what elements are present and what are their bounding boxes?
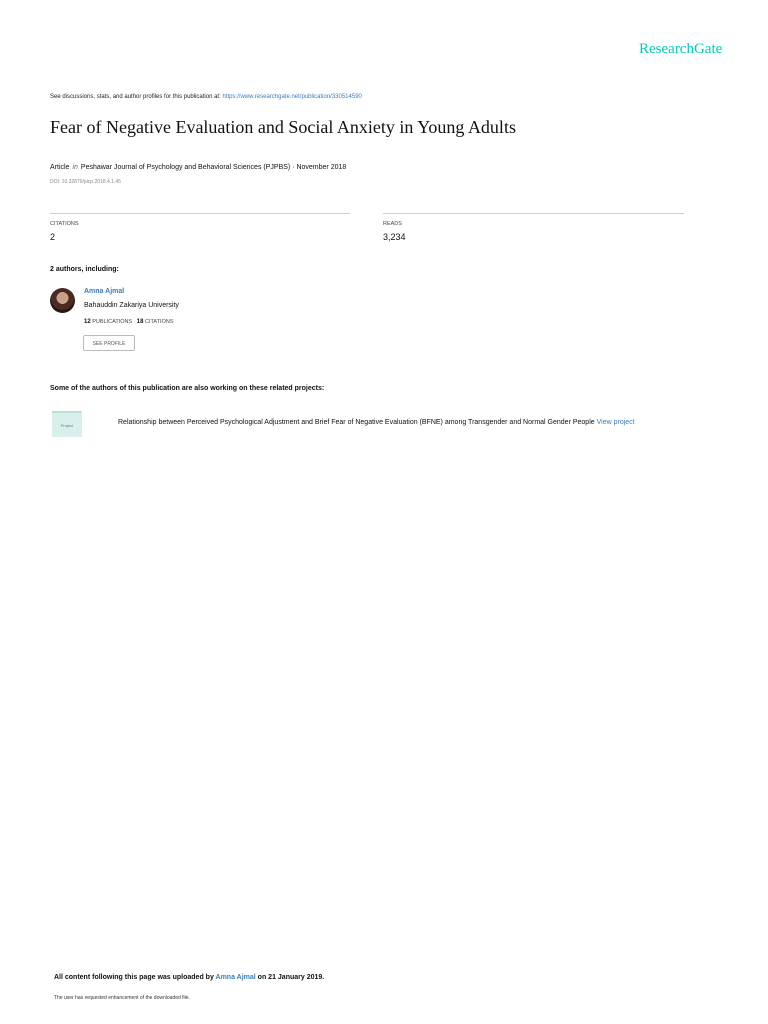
- enhancement-note: The user has requested enhancement of the downloaded file.: [54, 995, 190, 1001]
- in-word: in: [72, 164, 78, 171]
- citations-value: 2: [50, 232, 56, 242]
- uploader-link[interactable]: Amna Ajmal: [215, 974, 256, 981]
- project-icon-label: Project: [60, 423, 74, 428]
- note-prefix: See discussions, stats, and author profiles for this publication at:: [50, 94, 223, 100]
- reads-label: READS: [383, 221, 402, 227]
- reads-value: 3,234: [383, 232, 406, 242]
- upload-suffix: on 21 January 2019.: [255, 974, 325, 981]
- related-projects-heading: Some of the authors of this publication are also working on these related projects:: [50, 385, 325, 392]
- author-citations-label: CITATIONS: [144, 319, 174, 325]
- upload-prefix: All content following this page was uploaded by: [54, 974, 216, 981]
- publication-doi: DOI: 10.32879/picp.2018.4.1.45: [50, 179, 121, 185]
- see-profile-button[interactable]: SEE PROFILE: [83, 335, 135, 351]
- author-stats: [84, 319, 174, 325]
- project-title: Relationship between Perceived Psychological Adjustment and Brief Fear of Negative Evaluation (BFNE) among Transgender and Normal Gender People: [118, 419, 597, 426]
- author-citations-count: 18: [136, 319, 144, 325]
- journal-name: Peshawar Journal of Psychology and Behavioral Sciences (PJPBS) · November 2018: [80, 164, 347, 171]
- publication-title: Fear of Negative Evaluation and Social Anxiety in Young Adults: [50, 117, 516, 137]
- upload-note: [54, 974, 324, 981]
- publication-type: Article: [50, 164, 70, 171]
- citations-label: CITATIONS: [50, 221, 79, 227]
- publication-meta: [50, 164, 346, 171]
- researchgate-logo[interactable]: ResearchGate: [639, 41, 723, 57]
- publication-url-note: [50, 94, 362, 100]
- citations-divider: [50, 213, 350, 214]
- author-avatar[interactable]: [50, 288, 75, 313]
- author-affiliation: Bahauddin Zakariya University: [84, 302, 179, 309]
- author-publications-count: 12: [84, 319, 91, 325]
- reads-divider: [383, 213, 684, 214]
- related-project-item: [118, 419, 635, 426]
- view-project-link[interactable]: View project: [596, 419, 635, 426]
- project-folder-icon[interactable]: [52, 411, 82, 437]
- author-name-link[interactable]: Amna Ajmal: [84, 288, 125, 295]
- authors-heading: 2 authors, including:: [50, 266, 119, 273]
- author-publications-label: PUBLICATIONS: [92, 319, 133, 325]
- publication-url-link[interactable]: https://www.researchgate.net/publication/330514590: [222, 94, 362, 100]
